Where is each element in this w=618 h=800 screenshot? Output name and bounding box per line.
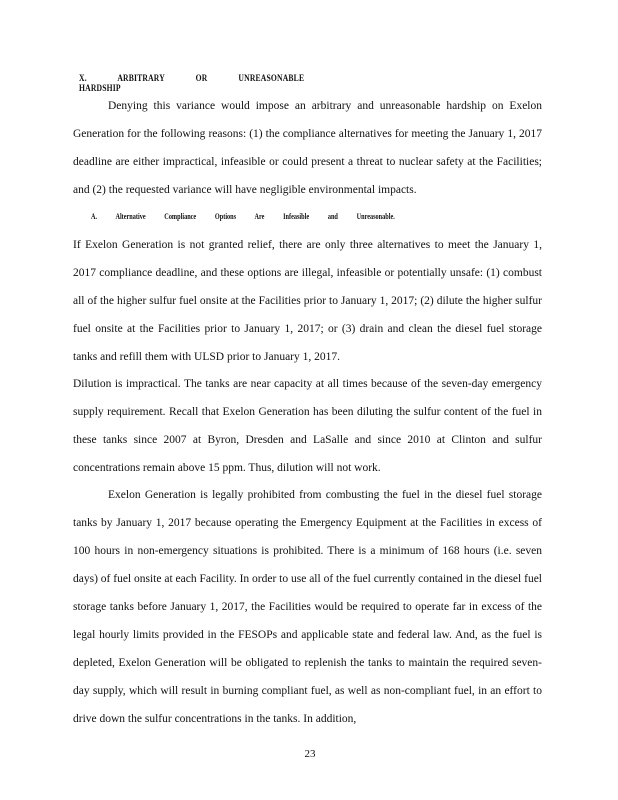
page-number: 23 (304, 748, 316, 760)
subsection-heading: A. Alternative Compliance Options Are Infeasible and Unreasonable. (91, 212, 395, 221)
section-heading: X. ARBITRARY OR UNREASONABLE HARDSHIP (79, 73, 305, 93)
paragraph-hardship-intro: Denying this variance would impose an arbitrary and unreasonable hardship on Exelon Generation for the following reasons: (1) the compliance alternatives for meeting the January 1, 2017 deadline are either impractical, infeasible or could present a threat to nuclear safety at the Facilities; and (2) the requested variance will have negligible environmental impacts. (73, 100, 542, 196)
paragraph-alternatives: If Exelon Generation is not granted relief, there are only three alternatives to meet the January 1, 2017 compliance deadline, and these options are illegal, infeasible or potentially unsafe: (1) combust all of the higher sulfur fuel onsite at the Facilities prior to January 1, 2017; (2) dilute the higher sulfur fuel onsite at the Facilities prior to January 1, 2017; or (3) drain and clean the diesel fuel storage tanks and refill them with ULSD prior to January 1, 2017. (73, 239, 542, 363)
paragraph-dilution: Dilution is impractical. The tanks are near capacity at all times because of the seven-day emergency supply requirement. Recall that Exelon Generation has been diluting the sulfur content of the fuel in these tanks since 2007 at Byron, Dresden and LaSalle and since 2010 at Clinton and sulfur concentrations remain above 15 ppm. Thus, dilution will not work. (73, 378, 542, 474)
paragraph-combustion: Exelon Generation is legally prohibited from combusting the fuel in the diesel fuel storage tanks by January 1, 2017 because operating the Emergency Equipment at the Facilities in excess of 100 hours in non-emergency situations is prohibited. There is a minimum of 168 hours (i.e. seven days) of fuel onsite at each Facility. In order to use all of the fuel currently contained in the diesel fuel storage tanks before January 1, 2017, the Facilities would be required to operate far in excess of the legal hourly limits provided in the FESOPs and applicable state and federal law. And, as the fuel is depleted, Exelon Generation will be obligated to replenish the tanks to maintain the required seven-day supply, which will result in burning compliant fuel, as well as non-compliant fuel, in an effort to drive down the sulfur concentrations in the tanks. In addition, (73, 489, 542, 725)
